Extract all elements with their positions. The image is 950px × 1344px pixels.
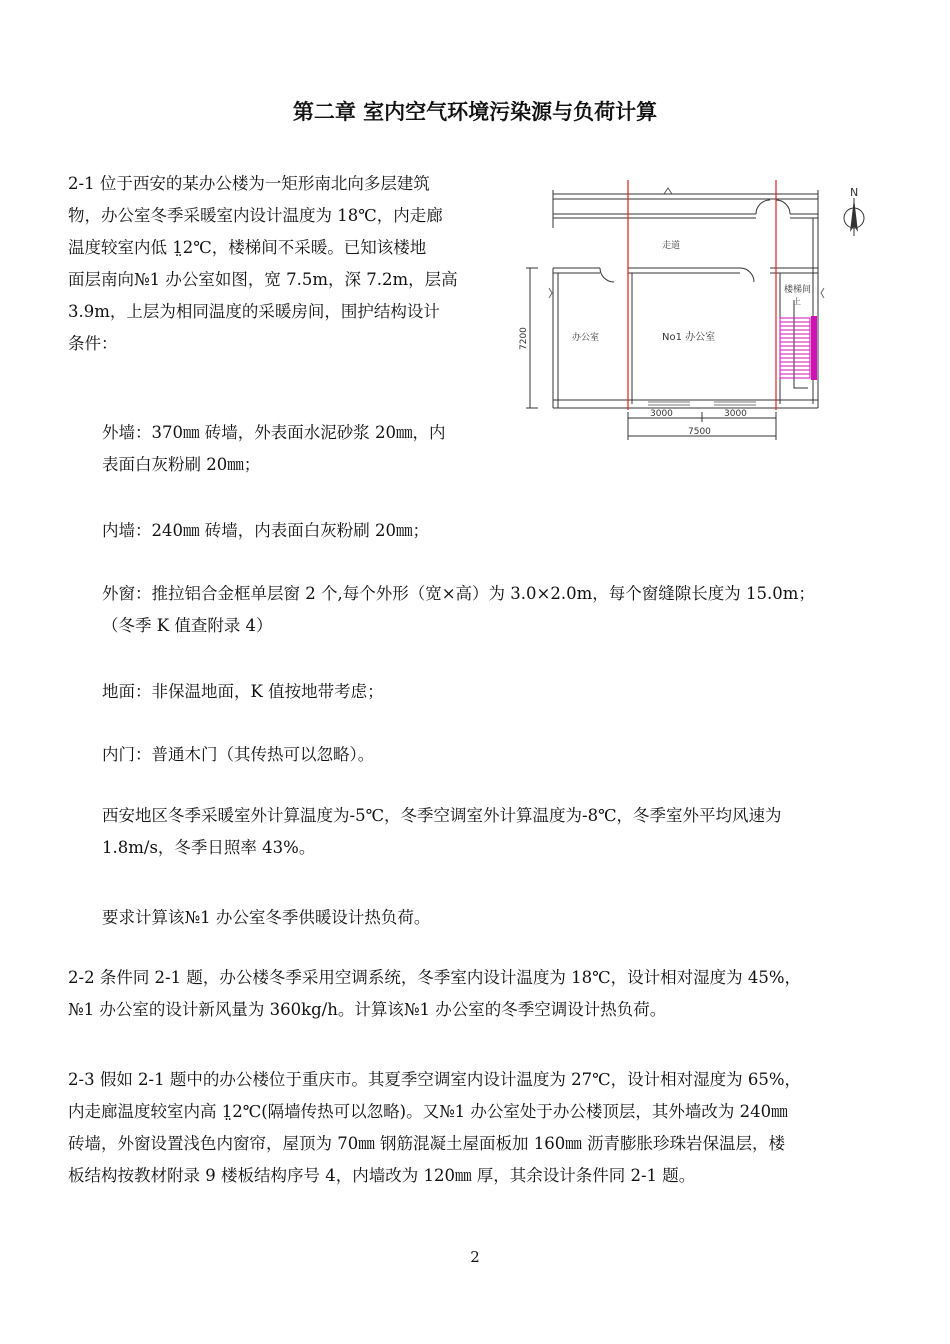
corridor-label: 走道	[662, 241, 681, 251]
text-line: 温度较室内低 1̤2℃，楼梯间不采暖。已知该楼地	[68, 238, 427, 257]
door-condition	[102, 739, 374, 771]
inner-wall-condition	[102, 515, 429, 547]
chapter-title: 第二章 室内空气环境污染源与负荷计算	[292, 100, 658, 124]
text-line: 砖墙，外窗设置浅色内窗帘，屋顶为 70㎜ 钢筋混凝土屋面板加 160㎜ 沥青膨胀珍珠岩保温层，楼	[68, 1134, 785, 1153]
outer-wall-condition	[102, 417, 445, 481]
dim-depth-label: 7200	[519, 327, 529, 350]
text-line: 内走廊温度较室内高 1̤2℃(隔墙传热可以忽略)。又№1 办公室处于办公楼顶层，其外墙改为 240㎜	[68, 1102, 788, 1121]
office-no1-label: No1 办公室	[662, 332, 716, 343]
text-line: №1 办公室的设计新风量为 360kg/h。计算该№1 办公室的冬季空调设计热负荷。	[68, 1000, 667, 1019]
text-line: 2-1 位于西安的某办公楼为一矩形南北向多层建筑	[68, 174, 430, 193]
text-line: 板结构按教材附录 9 楼板结构序号 4，内墙改为 120㎜ 厚，其余设计条件同 2-1 题。	[68, 1166, 696, 1185]
dim-window-1: 3000	[650, 409, 673, 419]
text-line: 内门：普通木门（其传热可以忽略）。	[102, 745, 375, 764]
problem-2-1-intro	[68, 168, 458, 360]
text-line: 1.8m/s，冬季日照率 43%。	[102, 838, 316, 857]
floor-plan	[515, 178, 890, 450]
climate-condition	[102, 800, 782, 864]
text-line: 内墙：240㎜ 砖墙，内表面白灰粉刷 20㎜；	[102, 521, 429, 540]
stair-label: 楼梯间	[784, 285, 812, 295]
dim-window-2: 3000	[724, 409, 747, 419]
text-line: 外墙：370㎜ 砖墙，外表面水泥砂浆 20㎜，内	[102, 423, 446, 442]
requirement	[102, 902, 430, 934]
text-line: 2-2 条件同 2-1 题，办公楼冬季采用空调系统，冬季室内设计温度为 18℃，设计相对湿度为 45%，	[68, 968, 801, 987]
text-line: 外窗：推拉铝合金框单层窗 2 个,每个外形（宽×高）为 3.0×2.0m，每个窗缝隙长度为 15.0m；	[102, 584, 815, 603]
text-line: 地面：非保温地面，K 值按地带考虑；	[102, 682, 384, 701]
floor-condition	[102, 676, 384, 708]
text-line: 物，办公室冬季采暖室内设计温度为 18℃，内走廊	[68, 206, 443, 225]
text-line: （冬季 K 值查附录 4）	[102, 616, 273, 635]
north-label: N	[850, 186, 859, 199]
stair-treads	[780, 318, 810, 378]
text-line: 条件：	[68, 334, 118, 353]
problem-2-2	[68, 962, 801, 1026]
text-line: 3.9m，上层为相同温度的采暖房间，围护结构设计	[68, 302, 440, 321]
stair-up-label: 上	[793, 297, 801, 306]
office-label: 办公室	[572, 333, 600, 343]
problem-2-3	[68, 1064, 801, 1192]
text-line: 表面白灰粉刷 20㎜；	[102, 455, 261, 474]
dim-width-label: 7500	[688, 427, 711, 437]
window-condition	[102, 578, 815, 642]
text-line: 要求计算该№1 办公室冬季供暖设计热负荷。	[102, 908, 431, 927]
text-line: 西安地区冬季采暖室外计算温度为-5℃，冬季空调室外计算温度为-8℃，冬季室外平均风速为	[102, 806, 782, 825]
text-line: 面层南向№1 办公室如图，宽 7.5m，深 7.2m，层高	[68, 270, 458, 289]
page-number: 2	[470, 1248, 480, 1266]
text-line: 2-3 假如 2-1 题中的办公楼位于重庆市。其夏季空调室内设计温度为 27℃，设计相对湿度为 65%，	[68, 1070, 801, 1089]
